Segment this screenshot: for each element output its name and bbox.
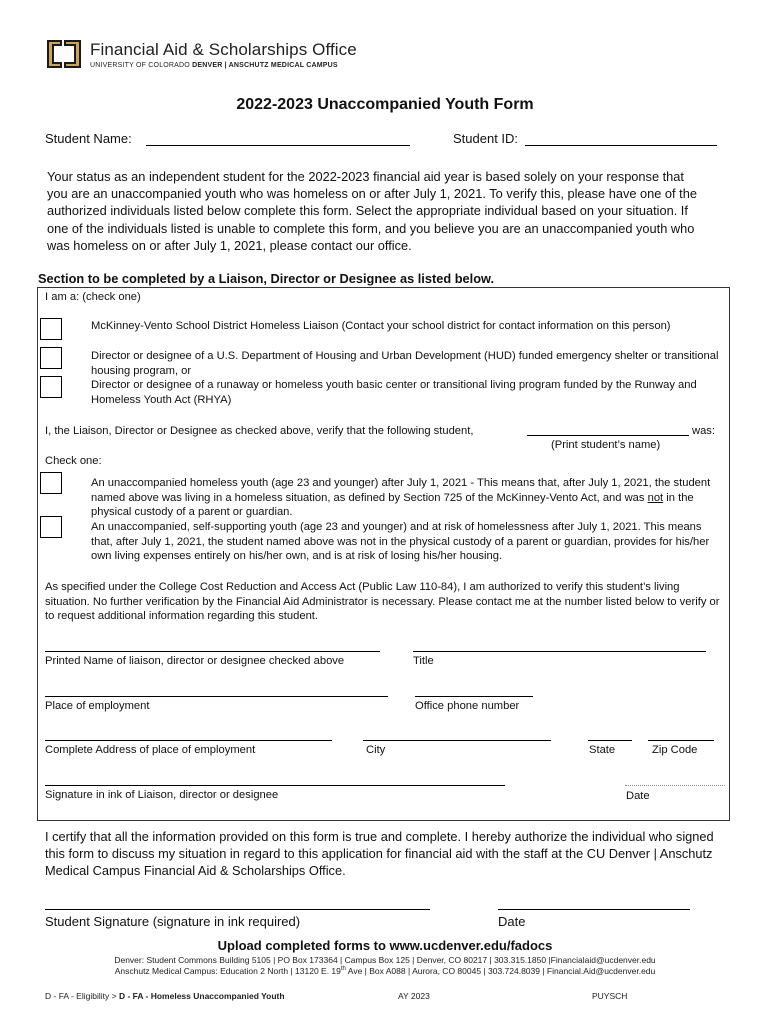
student-name-field[interactable] — [146, 133, 410, 146]
state-line[interactable] — [588, 730, 632, 741]
address-label: Complete Address of place of employment — [45, 744, 256, 756]
anschutz-contact — [0, 966, 770, 976]
office-name: Financial Aid & Scholarships Office — [90, 40, 357, 59]
check-one-label: Check one: — [45, 455, 102, 467]
footer-crumb-current: D - FA - Homeless Unaccompanied Youth — [118, 991, 285, 1001]
checkbox-rhya-director[interactable] — [40, 376, 62, 398]
zip-label: Zip Code — [652, 744, 698, 756]
anschutz-contact-sup: th — [340, 966, 346, 973]
upload-instructions: Upload completed forms to www.ucdenver.edu/fadocs — [217, 938, 553, 953]
status-homeless-youth — [91, 476, 716, 520]
liaison-date-label: Date — [626, 790, 650, 802]
office-phone-label: Office phone number — [415, 700, 520, 712]
student-date-line[interactable] — [498, 897, 690, 910]
student-id-field[interactable] — [525, 133, 717, 146]
footer-code: PUYSCH — [592, 991, 628, 1001]
cu-logo — [44, 34, 84, 74]
liaison-signature-line[interactable] — [45, 775, 505, 786]
footer-breadcrumb — [45, 991, 285, 1001]
title-label: Title — [413, 655, 434, 667]
cu-logo-mark — [44, 34, 84, 74]
denver-contact: Denver: Student Commons Building 5105 | PO Box 173364 | Campus Box 125 | Denver, CO 80217 | 303.315.1850 |Financialaid@ucdenver.edu — [114, 955, 656, 965]
liaison-date-line[interactable] — [625, 775, 725, 786]
place-of-employment-label: Place of employment — [45, 700, 150, 712]
university-name: UNIVERSITY OF COLORADO — [90, 62, 190, 69]
footer-crumb-parent: D - FA - Eligibility > — [45, 991, 119, 1001]
place-of-employment-line[interactable] — [45, 686, 388, 697]
certification-statement: I certify that all the information provided on this form is true and complete. I hereby authorize the individual who signed this form to discuss my situation in regard to this application for financial aid with the staff at the CU Denver | Anschutz Medical Campus Financial Aid & Scholarships Office. — [45, 829, 714, 878]
status-homeless-text-a: An unaccompanied homeless youth (age 23 and younger) after July 1, 2021 - This means that, after July 1, 2021, the student named above was living in a homeless situation, as defined by Section 725 of the McKinney-Vento Act, and was — [91, 477, 711, 504]
section-title: Section to be completed by a Liaison, Director or Designee as listed below. — [38, 271, 495, 286]
city-line[interactable] — [363, 730, 551, 741]
state-label: State — [589, 744, 616, 756]
role-hud-director: Director or designee of a U.S. Department of Housing and Urban Development (HUD) funded emergency shelter or transitional housing program, or — [91, 350, 719, 377]
liaison-signature-label: Signature in ink of Liaison, director or designee — [45, 789, 279, 801]
anschutz-contact-b: Ave | Box A088 | Aurora, CO 80045 | 303.724.8039 | Financial.Aid@ucdenver.edu — [345, 966, 656, 976]
print-name-caption: (Print student’s name) — [551, 439, 661, 451]
checkbox-at-risk-youth[interactable] — [40, 516, 62, 538]
address-line[interactable] — [45, 730, 332, 741]
anschutz-contact-a: Anschutz Medical Campus: Education 2 North | 13120 E. 19 — [114, 966, 341, 976]
printed-name-label: Printed Name of liaison, director or designee checked above — [45, 655, 345, 667]
office-phone-line[interactable] — [415, 686, 533, 697]
role-rhya-director: Director or designee of a runaway or homeless youth basic center or transitional living program funded by the Runway and Homeless Youth Act (RHYA) — [91, 379, 697, 406]
student-name-label: Student Name: — [45, 131, 132, 146]
student-print-name-field[interactable] — [527, 425, 689, 436]
printed-name-line[interactable] — [45, 641, 380, 652]
campus-name: DENVER | ANSCHUTZ MEDICAL CAMPUS — [192, 62, 338, 69]
campus-line — [90, 62, 338, 69]
student-signature-label: Student Signature (signature in ink required) — [45, 914, 301, 929]
checkbox-homeless-liaison[interactable] — [40, 318, 62, 340]
zip-line[interactable] — [648, 730, 714, 741]
authorization-statement: As specified under the College Cost Reduction and Access Act (Public Law 110-84), I am authorized to verify this student’s living situation. No further verification by the Financial Aid Administrator is necessary. Please contact me at the number listed below to verify or to request additional information regarding this student. — [45, 581, 720, 622]
intro-paragraph: Your status as an independent student for the 2022-2023 financial aid year is based solely on your response that you are an unaccompanied youth who was homeless on or after July 1, 2021. To verify this, please have one of the authorized individuals listed below complete this form. Select the appropriate individual based on your situation. If one of the individuals listed is unable to complete this form, and you believe you are an unaccompanied youth who was homeless on or after July 1, 2021, please contact our office. — [47, 169, 697, 253]
i-am-label: I am a: (check one) — [45, 291, 141, 303]
verify-suffix: was: — [692, 425, 716, 437]
status-homeless-not: not — [647, 491, 664, 504]
status-homeless-text-b: in the physical custody of a parent or guardian. — [91, 491, 694, 518]
verify-statement: I, the Liaison, Director or Designee as checked above, verify that the following student, — [45, 425, 474, 437]
status-at-risk-youth: An unaccompanied, self-supporting youth (age 23 and younger) and at risk of homelessness after July 1, 2021. This means that, after July 1, 2021, the student named above was not in the physical custody of a parent or guardian, provides for his/her own living expenses entirely on his/her own, and is at risk of losing his/her housing. — [91, 521, 710, 562]
checkbox-homeless-youth[interactable] — [40, 472, 62, 494]
city-label: City — [366, 744, 386, 756]
checkbox-hud-director[interactable] — [40, 347, 62, 369]
footer-year: AY 2023 — [398, 991, 430, 1001]
role-homeless-liaison: McKinney-Vento School District Homeless Liaison (Contact your school district for contact information on this person) — [91, 320, 671, 332]
student-date-label: Date — [498, 914, 526, 929]
title-line[interactable] — [413, 641, 706, 652]
student-id-label: Student ID: — [453, 131, 519, 146]
student-signature-line[interactable] — [45, 897, 430, 910]
form-title: 2022-2023 Unaccompanied Youth Form — [236, 96, 534, 113]
